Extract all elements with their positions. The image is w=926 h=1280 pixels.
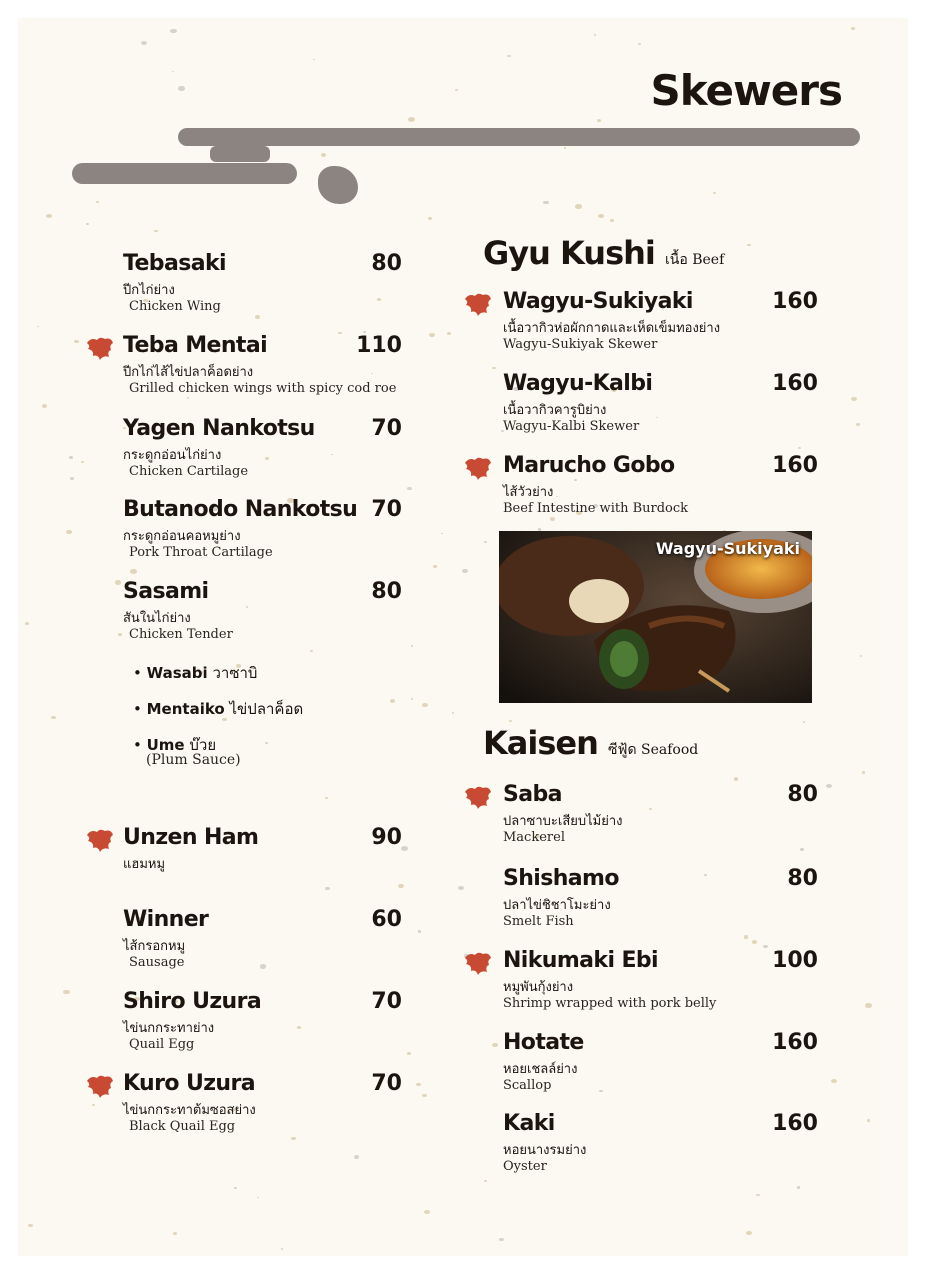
flame-brush-icon xyxy=(85,335,115,361)
item-english-name: Mackerel xyxy=(503,830,565,845)
page-title: Skewers xyxy=(650,66,842,115)
item-english-name: Quail Egg xyxy=(129,1037,195,1052)
paper-speck xyxy=(826,784,832,788)
paper-speck xyxy=(407,1052,411,1055)
item-thai-name: หอยนางรมย่าง xyxy=(503,1143,587,1158)
sasami-option-ume-note: (Plum Sauce) xyxy=(146,752,241,768)
paper-speck xyxy=(752,940,757,944)
item-name: Sasami xyxy=(123,579,209,604)
item-thai-name: ปลาซาบะเสียบไม้ย่าง xyxy=(503,814,623,829)
paper-speck xyxy=(170,29,176,33)
item-thai-name: ปลาไข่ชิชาโมะย่าง xyxy=(503,898,611,913)
item-english-name: Chicken Wing xyxy=(129,299,221,314)
paper-speck xyxy=(81,461,84,463)
paper-speck xyxy=(411,698,413,699)
item-price: 70 xyxy=(371,989,402,1014)
item-english-name: Chicken Tender xyxy=(129,627,233,642)
item-name: Hotate xyxy=(503,1030,584,1055)
item-english-name: Smelt Fish xyxy=(503,914,574,929)
paper-speck xyxy=(246,606,248,608)
wagyu-sukiyaki-photo xyxy=(499,531,812,703)
item-english-name: Sausage xyxy=(129,955,185,970)
item-price: 160 xyxy=(772,1111,818,1136)
paper-speck xyxy=(507,55,511,58)
item-english-name: Black Quail Egg xyxy=(129,1119,236,1134)
item-price: 90 xyxy=(371,825,402,850)
item-name: Shiro Uzura xyxy=(123,989,262,1014)
item-name: Winner xyxy=(123,907,209,932)
item-english-name: Pork Throat Cartilage xyxy=(129,545,273,560)
item-name: Wagyu-Sukiyaki xyxy=(503,289,693,314)
section-heading-gyu-kushi: Gyu Kushi เนื้อ Beef xyxy=(483,234,725,272)
item-price: 70 xyxy=(371,497,402,522)
sasami-option-wasabi: • Wasabi วาซาบิ xyxy=(133,664,258,682)
paper-speck xyxy=(638,43,641,45)
flame-brush-icon xyxy=(463,455,493,481)
paper-speck xyxy=(297,1026,301,1029)
item-name: Tebasaki xyxy=(123,251,226,276)
item-name: Kaki xyxy=(503,1111,555,1136)
item-price: 60 xyxy=(371,907,402,932)
item-english-name: Beef Intestine with Burdock xyxy=(503,501,689,516)
paper-speck xyxy=(411,645,413,647)
item-thai-name: หอยเชลล์ย่าง xyxy=(503,1062,578,1077)
paper-speck xyxy=(115,580,121,584)
paper-speck xyxy=(433,565,437,568)
item-english-name: Oyster xyxy=(503,1159,547,1174)
paper-speck xyxy=(704,874,707,876)
paper-speck xyxy=(447,332,451,335)
item-name: Saba xyxy=(503,782,562,807)
item-name: Yagen Nankotsu xyxy=(123,416,315,441)
paper-speck xyxy=(42,404,47,408)
item-price: 70 xyxy=(371,1071,402,1096)
item-name: Marucho Gobo xyxy=(503,453,675,478)
item-thai-name: เนื้อวากิวห่อผักกาดและเห็ดเข็มทองย่าง xyxy=(503,321,721,336)
item-english-name: Shrimp wrapped with pork belly xyxy=(503,996,717,1011)
paper-speck xyxy=(575,204,582,209)
item-name: Butanodo Nankotsu xyxy=(123,497,358,522)
item-name: Unzen Ham xyxy=(123,825,259,850)
paper-speck xyxy=(281,1248,283,1249)
paper-speck xyxy=(734,777,739,780)
item-thai-name: ไส้วัวย่าง xyxy=(503,485,554,500)
paper-speck xyxy=(851,27,855,30)
item-thai-name: ปีกไก่ย่าง xyxy=(123,283,175,298)
item-price: 80 xyxy=(371,251,402,276)
paper-speck xyxy=(543,201,548,205)
paper-speck xyxy=(610,219,615,222)
paper-speck xyxy=(416,1083,420,1086)
paper-speck xyxy=(458,886,464,890)
item-name: Shishamo xyxy=(503,866,619,891)
paper-speck xyxy=(800,848,804,851)
paper-speck xyxy=(310,650,312,652)
paper-speck xyxy=(747,244,751,247)
paper-speck xyxy=(260,964,266,968)
item-thai-name: หมูพันกุ้งย่าง xyxy=(503,980,574,995)
item-price: 160 xyxy=(772,1030,818,1055)
item-name: Wagyu-Kalbi xyxy=(503,371,653,396)
item-price: 100 xyxy=(772,948,818,973)
paper-speck xyxy=(86,223,88,225)
paper-speck xyxy=(46,214,52,218)
item-price: 160 xyxy=(772,453,818,478)
paper-speck xyxy=(862,771,866,774)
paper-speck xyxy=(390,699,395,703)
paper-speck xyxy=(265,457,269,460)
paper-speck xyxy=(371,373,373,374)
item-thai-name: เนื้อวากิวคารูบิย่าง xyxy=(503,403,607,418)
paper-speck xyxy=(744,935,749,938)
sasami-option-mentaiko: • Mentaiko ไข่ปลาค็อด xyxy=(133,700,304,718)
item-thai-name: ไข่นกกระทาต้มซอสย่าง xyxy=(123,1103,256,1118)
item-thai-name: กระดูกอ่อนไก่ย่าง xyxy=(123,448,222,463)
item-thai-name: ไส้กรอกหมู xyxy=(123,939,186,954)
item-english-name: Chicken Cartilage xyxy=(129,464,249,479)
paper-speck xyxy=(130,569,137,574)
paper-speck xyxy=(746,1231,752,1235)
paper-speck xyxy=(257,1197,259,1198)
paper-speck xyxy=(63,990,70,995)
flame-brush-icon xyxy=(463,784,493,810)
item-english-name: Wagyu-Kalbi Skewer xyxy=(503,419,640,434)
item-price: 110 xyxy=(356,333,402,358)
item-name: Nikumaki Ebi xyxy=(503,948,658,973)
sasami-option-ume: • Ume บ๊วย xyxy=(133,736,217,754)
item-thai-name: กระดูกอ่อนคอหมูย่าง xyxy=(123,529,241,544)
flame-brush-icon xyxy=(463,291,493,317)
paper-speck xyxy=(398,884,404,888)
item-english-name: Scallop xyxy=(503,1078,552,1093)
flame-brush-icon xyxy=(85,827,115,853)
item-thai-name: ไข่นกกระทาย่าง xyxy=(123,1021,215,1036)
item-price: 80 xyxy=(787,782,818,807)
paper-speck xyxy=(598,214,603,218)
paper-speck xyxy=(66,530,71,534)
paper-speck xyxy=(418,930,422,933)
photo-caption: Wagyu-Sukiyaki xyxy=(655,539,800,558)
item-price: 70 xyxy=(371,416,402,441)
paper-speck xyxy=(428,217,432,220)
item-price: 160 xyxy=(772,371,818,396)
paper-speck xyxy=(860,655,862,657)
item-thai-name: ปีกไก่ไส้ไข่ปลาค็อดย่าง xyxy=(123,365,254,380)
paper-speck xyxy=(484,1180,486,1182)
item-name: Kuro Uzura xyxy=(123,1071,255,1096)
item-price: 160 xyxy=(772,289,818,314)
paper-speck xyxy=(178,86,185,91)
flame-brush-icon xyxy=(463,950,493,976)
item-thai-name: สันในไก่ย่าง xyxy=(123,611,191,626)
paper-speck xyxy=(325,797,327,799)
item-price: 80 xyxy=(787,866,818,891)
paper-speck xyxy=(92,1104,94,1106)
paper-speck xyxy=(96,201,99,203)
item-price: 80 xyxy=(371,579,402,604)
flame-brush-icon xyxy=(85,1073,115,1099)
paper-speck xyxy=(141,41,147,45)
item-thai-name: แฮมหมู xyxy=(123,857,166,872)
item-english-name: Grilled chicken wings with spicy cod roe xyxy=(129,381,397,396)
item-name: Teba Mentai xyxy=(123,333,268,358)
paper-speck xyxy=(509,720,512,722)
section-heading-kaisen: Kaisen ซีฟู้ด Seafood xyxy=(483,724,699,762)
item-english-name: Wagyu-Sukiyak Skewer xyxy=(503,337,658,352)
paper-speck xyxy=(74,340,78,343)
paper-speck xyxy=(69,456,73,459)
paper-speck xyxy=(422,1094,427,1097)
